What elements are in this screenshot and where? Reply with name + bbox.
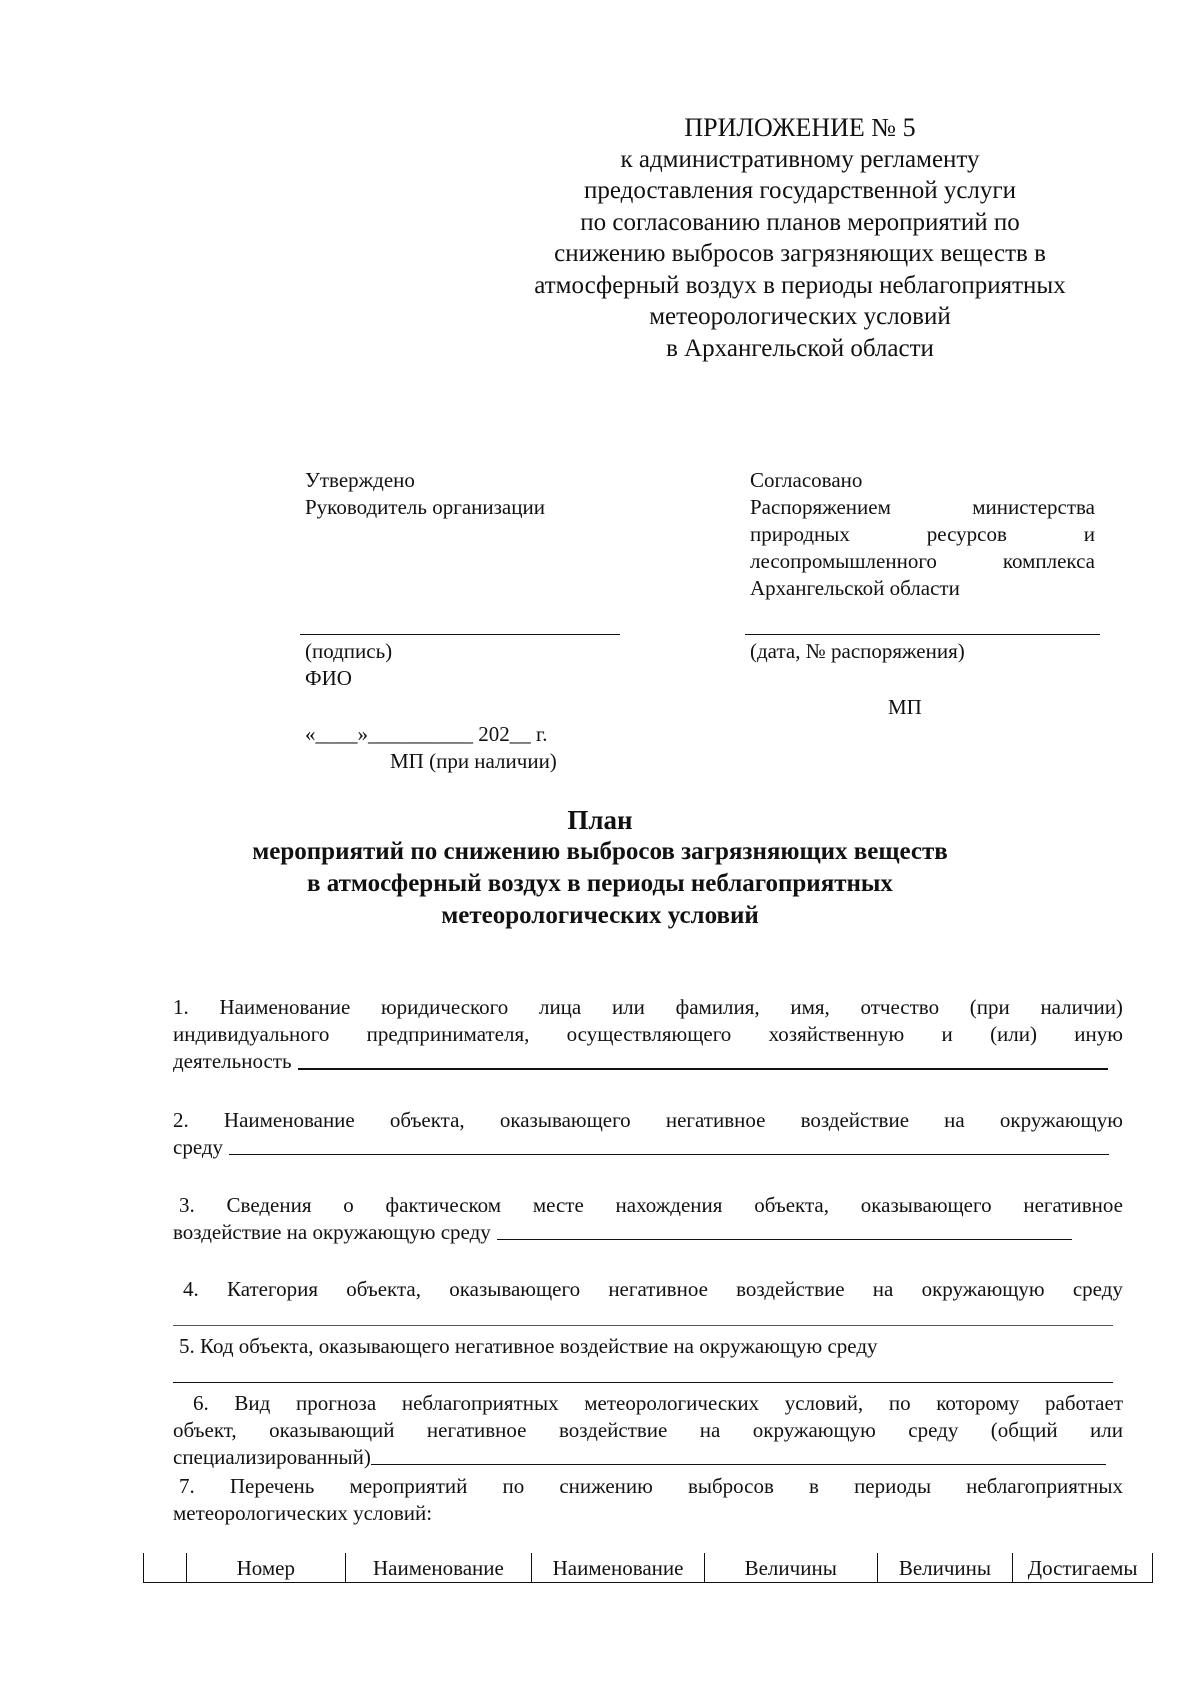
item-line <box>173 1390 1123 1417</box>
word: которому <box>936 1391 1020 1415</box>
word: отчество <box>860 995 940 1019</box>
agreed-line <box>750 548 1095 575</box>
word: метеорологических условий: <box>173 1501 433 1525</box>
approval-seal-caption: МП (при наличии) <box>390 749 557 773</box>
blank-field[interactable] <box>229 1134 1109 1155</box>
word: работает <box>1045 1391 1123 1415</box>
agreed-block <box>750 467 1095 602</box>
word: прогноза <box>295 1391 377 1415</box>
plan-title-line: мероприятий по снижению выбросов загрязняющих веществ <box>252 838 948 865</box>
item-line <box>173 1276 1123 1303</box>
agreed-word: лесопромышленного <box>750 549 937 573</box>
item-5 <box>173 1333 1123 1383</box>
word: специализированный) <box>173 1445 371 1469</box>
word: или <box>1090 1418 1123 1442</box>
word: Наименование <box>223 1108 355 1132</box>
word: (при <box>969 995 1010 1019</box>
word: периоды <box>854 1474 932 1498</box>
item-line <box>173 1444 1123 1471</box>
item-1 <box>173 994 1123 1075</box>
agreed-line: Архангельской области <box>750 576 960 600</box>
appendix-line: снижению выбросов загрязняющих веществ в <box>554 240 1046 267</box>
appendix-line: по согласованию планов мероприятий по <box>580 208 1020 236</box>
word: Сведения <box>226 1193 312 1217</box>
word: воздействие на окружающую среду <box>173 1220 491 1244</box>
word: оказывающий <box>269 1418 395 1442</box>
approved-label: Утверждено <box>305 468 415 492</box>
measures-table-header <box>143 1553 1153 1583</box>
word: среду <box>908 1418 959 1442</box>
word: выбросов <box>687 1474 774 1498</box>
item-line <box>173 1473 1123 1500</box>
agreed-word: комплекса <box>1002 549 1095 573</box>
word: по <box>888 1391 911 1415</box>
blank-field[interactable] <box>173 1303 1113 1326</box>
word: имя, <box>790 995 830 1019</box>
word: осуществляющего <box>566 1022 732 1046</box>
word: наличии) <box>1040 995 1123 1019</box>
appendix-line: предоставления государственной услуги <box>583 177 1017 204</box>
word: деятельность <box>173 1049 292 1073</box>
item-line <box>173 1134 1123 1161</box>
item-6 <box>173 1390 1123 1471</box>
agreed-word: Распоряжением <box>750 495 891 519</box>
order-caption: (дата, № распоряжения) <box>750 639 965 663</box>
agreed-line <box>750 494 1095 521</box>
plan-title-line: в атмосферный воздух в периоды неблагоприятных <box>307 870 893 897</box>
item-line <box>173 994 1123 1021</box>
word: на <box>699 1418 721 1442</box>
word: в <box>809 1474 819 1498</box>
word: условий, <box>784 1391 864 1415</box>
word: 3. <box>179 1193 195 1217</box>
approval-date-field: «____»__________ 202__ г. <box>305 722 548 746</box>
word: негативное <box>608 1277 708 1301</box>
word: объекта, <box>754 1193 829 1217</box>
appendix-line: в Архангельской области <box>666 334 934 362</box>
word: юридического <box>380 995 509 1019</box>
word: предпринимателя, <box>366 1022 530 1046</box>
appendix-heading: ПРИЛОЖЕНИЕ № 5 <box>684 113 916 142</box>
approved-role: Руководитель организации <box>305 495 545 519</box>
word: месте <box>532 1193 584 1217</box>
table-header-cell: Величины <box>704 1553 877 1583</box>
word: Вид <box>234 1391 271 1415</box>
table-header-cell: Величины <box>877 1553 1013 1583</box>
item-line <box>173 1021 1123 1048</box>
agreed-label: Согласовано <box>750 468 863 492</box>
approved-block <box>305 467 625 521</box>
word: окружающую <box>921 1277 1045 1301</box>
item-line <box>173 1417 1123 1444</box>
table-header-cell: Наименование <box>345 1553 532 1583</box>
item-line <box>173 1500 1123 1527</box>
word: на <box>944 1108 965 1132</box>
word: неблагоприятных <box>966 1474 1123 1498</box>
item-2 <box>173 1107 1123 1161</box>
word: снижению <box>559 1474 653 1498</box>
word: негативное <box>665 1108 766 1132</box>
word: 5. Код объекта, оказывающего негативное воздействие на окружающую среду <box>179 1334 878 1358</box>
agreed-word: министерства <box>972 495 1095 519</box>
word: мероприятий <box>349 1474 468 1498</box>
item-line <box>173 1219 1123 1246</box>
word: метеорологических <box>584 1391 760 1415</box>
word: неблагоприятных <box>401 1391 559 1415</box>
word: 1. <box>173 995 189 1019</box>
word: 4. <box>183 1277 199 1301</box>
word: индивидуального <box>173 1022 330 1046</box>
word: оказывающего <box>860 1193 992 1217</box>
appendix-line: атмосферный воздух в периоды неблагоприятных <box>534 271 1066 299</box>
word: оказывающего <box>449 1277 581 1301</box>
signature-caption: (подпись) <box>305 639 393 663</box>
blank-field[interactable] <box>497 1219 1072 1240</box>
appendix-header <box>470 112 1130 364</box>
word: Наименование <box>219 995 351 1019</box>
word: негативное <box>1023 1193 1123 1217</box>
blank-field[interactable] <box>298 1048 1108 1070</box>
item-line <box>173 1107 1123 1134</box>
item-line <box>173 1333 1123 1360</box>
word: по <box>502 1474 525 1498</box>
word: (или) <box>990 1022 1038 1046</box>
word: на <box>872 1277 894 1301</box>
word: и <box>941 1022 953 1046</box>
word: лица <box>538 995 582 1019</box>
appendix-line: к административному регламенту <box>620 145 980 173</box>
word: воздействие <box>800 1108 910 1132</box>
word: 2. <box>173 1108 189 1132</box>
blank-field[interactable] <box>173 1360 1113 1383</box>
plan-heading: План <box>567 805 633 835</box>
item-line <box>173 1192 1123 1219</box>
word: нахождения <box>615 1193 723 1217</box>
word: окружающую <box>999 1108 1123 1132</box>
fio-caption: ФИО <box>305 666 352 690</box>
item-line <box>173 1048 1123 1075</box>
word: негативное <box>426 1418 527 1442</box>
word: фамилия, <box>675 995 760 1019</box>
agreed-word: ресурсов <box>926 522 1007 546</box>
word: среду <box>173 1135 224 1159</box>
word: объекта, <box>346 1277 421 1301</box>
word: объекта, <box>389 1108 465 1132</box>
plan-title-line: метеорологических условий <box>441 902 759 929</box>
appendix-line: метеорологических условий <box>649 303 951 330</box>
word: оказывающего <box>499 1108 631 1132</box>
table-header-cell: Достигаемы <box>1012 1553 1153 1583</box>
word: Перечень <box>229 1474 315 1498</box>
word: Категория <box>226 1277 318 1301</box>
item-7 <box>173 1473 1123 1527</box>
order-line <box>745 634 1100 635</box>
word: воздействие <box>558 1418 668 1442</box>
blank-field[interactable] <box>371 1444 1106 1465</box>
word: объект, <box>173 1418 237 1442</box>
word: о <box>343 1193 354 1217</box>
table-header-cell <box>143 1553 186 1583</box>
table-header-cell: Наименование <box>531 1553 704 1583</box>
agreed-seal-caption: МП <box>888 695 922 719</box>
word: среду <box>1072 1277 1123 1301</box>
word: (общий <box>990 1418 1058 1442</box>
agreed-word: природных <box>750 522 850 546</box>
word: 6. <box>193 1391 209 1415</box>
item-3 <box>173 1192 1123 1246</box>
signature-line <box>300 634 620 635</box>
word: хозяйственную <box>768 1022 905 1046</box>
word: 7. <box>179 1474 195 1498</box>
item-4 <box>173 1276 1123 1326</box>
word: или <box>611 995 645 1019</box>
agreed-line <box>750 521 1095 548</box>
plan-title <box>150 804 1050 932</box>
agreed-word: и <box>1083 522 1095 546</box>
word: фактическом <box>385 1193 502 1217</box>
table-header-cell: Номер <box>186 1553 345 1583</box>
word: воздействие <box>736 1277 845 1301</box>
word: иную <box>1074 1022 1123 1046</box>
word: окружающую <box>752 1418 876 1442</box>
